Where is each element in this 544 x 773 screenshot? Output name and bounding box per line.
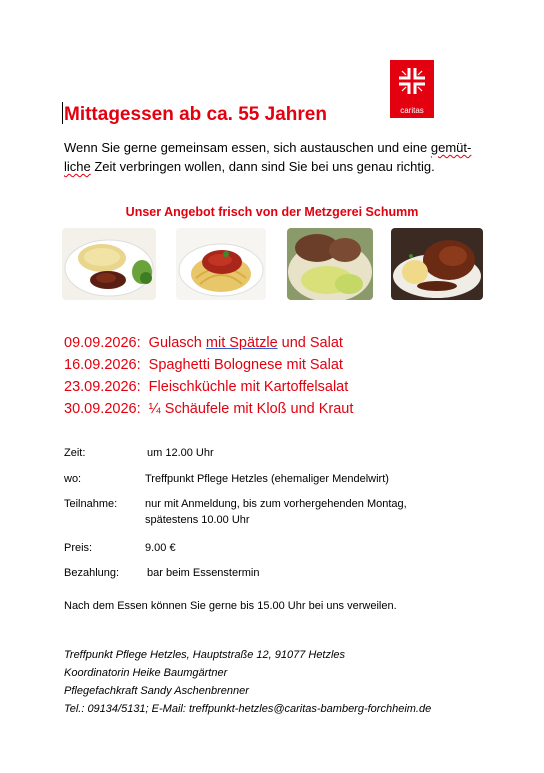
footer-address: Treffpunkt Pflege Hetzles, Hauptstraße 12, 91077 Hetzles bbox=[64, 649, 346, 661]
place-label: wo: bbox=[64, 473, 82, 485]
time-value: um 12.00 Uhr bbox=[147, 447, 214, 459]
intro-paragraph bbox=[64, 138, 494, 176]
menu-item bbox=[64, 376, 353, 398]
menu-date: 09.09.2026: bbox=[64, 335, 141, 351]
menu-list bbox=[64, 332, 353, 420]
menu-dish: ¼ Schäufele mit Kloß und Kraut bbox=[148, 401, 354, 417]
participation-label: Teilnahme: bbox=[64, 498, 118, 510]
logo-label: caritas bbox=[400, 106, 424, 115]
menu-item bbox=[64, 398, 353, 420]
text-cursor bbox=[62, 102, 63, 124]
footer-coordinator: Koordinatorin Heike Baumgärtner bbox=[64, 667, 228, 679]
menu-dish-end: und Salat bbox=[277, 335, 343, 351]
goulash-with-spaetzle-photo bbox=[62, 228, 156, 300]
price-label: Preis: bbox=[64, 542, 93, 554]
footer-nurse: Pflegefachkraft Sandy Aschenbrenner bbox=[64, 685, 249, 697]
intro-spellcheck-word-2: liche bbox=[64, 159, 91, 174]
menu-date: 30.09.2026: bbox=[64, 401, 141, 417]
caritas-cross-icon bbox=[397, 66, 427, 96]
participation-value-line-1: nur mit Anmeldung, bis zum vorhergehenden Montag, bbox=[145, 498, 407, 510]
intro-text-1: Wenn Sie gerne gemeinsam essen, sich austauschen und eine bbox=[64, 140, 431, 155]
menu-date: 23.09.2026: bbox=[64, 379, 141, 395]
payment-label: Bezahlung: bbox=[64, 567, 120, 579]
page-title: Mittagessen ab ca. 55 Jahren bbox=[64, 104, 327, 125]
price-value: 9.00 € bbox=[145, 542, 176, 554]
after-meal-note: Nach dem Essen können Sie gerne bis 15.00 Uhr bei uns verweilen. bbox=[64, 600, 397, 612]
menu-dish: Gulasch bbox=[148, 335, 206, 351]
offer-heading: Unser Angebot frisch von der Metzgerei Schumm bbox=[125, 205, 419, 219]
menu-item bbox=[64, 354, 353, 376]
menu-date: 16.09.2026: bbox=[64, 357, 141, 373]
menu-dish: Fleischküchle mit Kartoffelsalat bbox=[148, 379, 349, 395]
intro-spellcheck-word-1: gemüt- bbox=[430, 140, 472, 155]
place-value: Treffpunkt Pflege Hetzles (ehemaliger Mendelwirt) bbox=[145, 473, 389, 485]
contact-footer bbox=[64, 646, 431, 718]
menu-item bbox=[64, 332, 353, 354]
menu-dish-underlined: mit Spätzle bbox=[205, 335, 278, 351]
time-label: Zeit: bbox=[64, 447, 86, 459]
participation-value-line-2: spätestens 10.00 Uhr bbox=[145, 514, 250, 526]
caritas-logo bbox=[390, 60, 434, 118]
fleischkuechle-photo bbox=[287, 228, 373, 300]
payment-value: bar beim Essenstermin bbox=[147, 567, 260, 579]
menu-dish: Spaghetti Bolognese mit Salat bbox=[148, 357, 343, 373]
schaeufele-with-kloss-photo bbox=[391, 228, 483, 300]
intro-text-2: Zeit verbringen wollen, dann sind Sie bei uns genau richtig. bbox=[90, 159, 435, 174]
spaghetti-bolognese-photo bbox=[176, 228, 266, 300]
footer-contact: Tel.: 09134/5131; E-Mail: treffpunkt-hetzles@caritas-bamberg-forchheim.de bbox=[64, 703, 432, 715]
